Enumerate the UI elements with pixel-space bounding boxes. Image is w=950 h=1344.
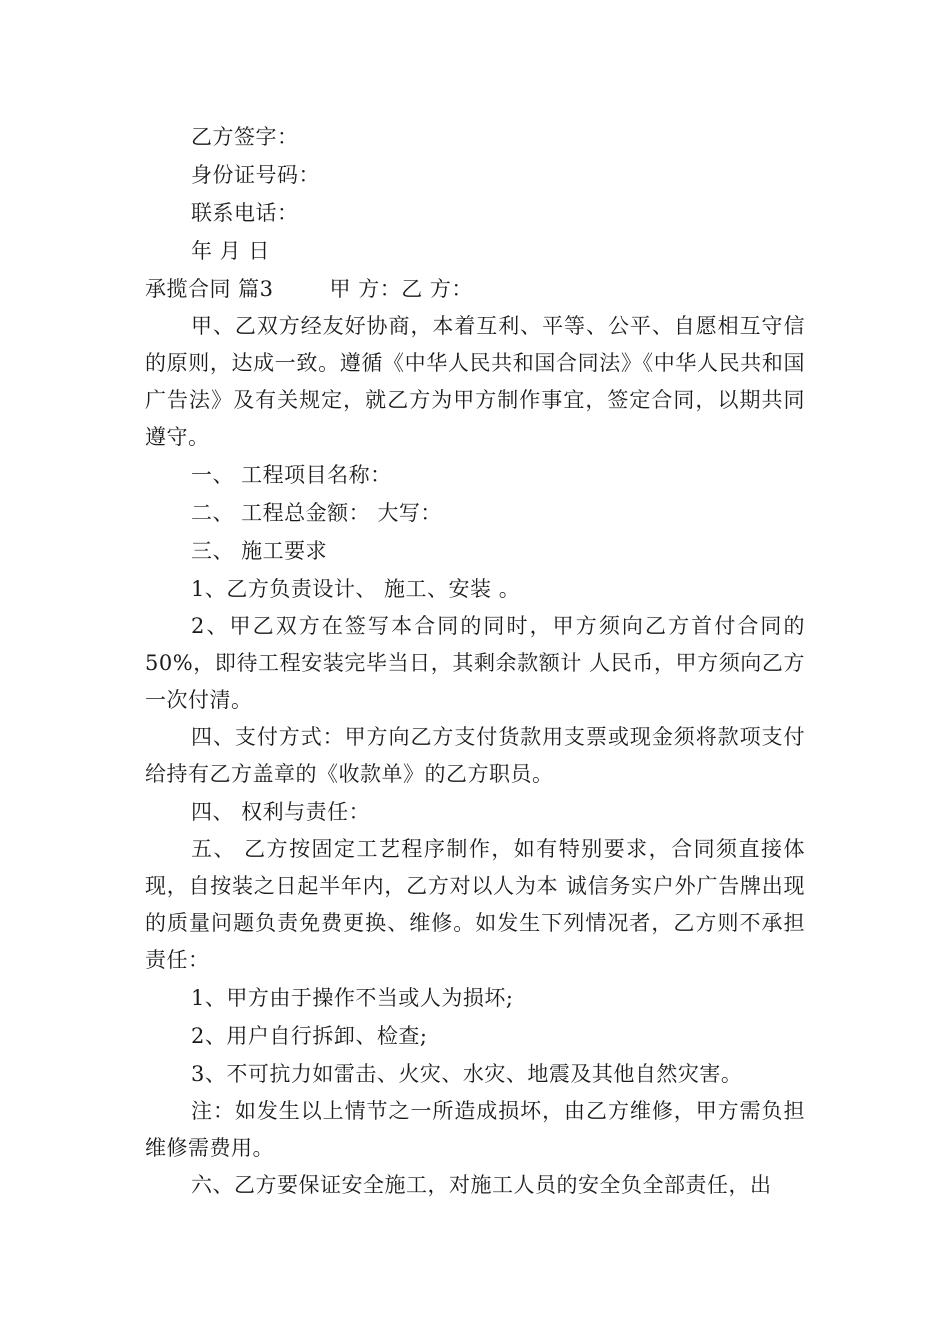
clause-construction-requirements: 三、 施工要求 — [191, 539, 328, 563]
document-body — [145, 118, 805, 1204]
clause-requirement-2: 2、甲乙双方在签写本合同的同时，甲方须向乙方首付合同的50%，即待工程安装完毕当日，其剩余款额计 人民币，甲方须向乙方一次付清。 — [145, 614, 805, 712]
clause-requirement-1: 1、乙方负责设计、 施工、安装 。 — [191, 577, 521, 601]
clause-six: 六、乙方要保证安全施工，对施工人员的安全负全部责任，出 — [191, 1173, 772, 1197]
id-number-line: 身份证号码： — [191, 163, 320, 187]
note-paragraph: 注：如发生以上情节之一所造成损坏，由乙方维修，甲方需负担维修需费用。 — [145, 1099, 805, 1160]
clause-five: 五、 乙方按固定工艺程序制作，如有特别要求，合同须直接体现，自按装之日起半年内，乙方对以人为本 诚信务实户外广告牌出现的质量问题负责免费更换、维修。如发生下列情况者，乙方则不承担责任： — [145, 837, 805, 972]
contract-heading — [145, 270, 805, 308]
exemption-item-1: 1、甲方由于操作不当或人为损坏; — [191, 986, 514, 1010]
clause-rights-responsibilities: 四、 权利与责任： — [191, 800, 371, 824]
intro-paragraph: 甲、乙双方经友好协商，本着互利、平等、公平、自愿相互守信的原则，达成一致。遵循《中华人民共和国合同法》《中华人民共和国广告法》及有关规定，就乙方为甲方制作事宜，签定合同，以期共同遵守。 — [145, 314, 805, 449]
date-line: 年 月 日 — [191, 239, 270, 263]
clause-payment-method: 四、支付方式：甲方向乙方支付货款用支票或现金须将款项支付给持有乙方盖章的《收款单》的乙方职员。 — [145, 725, 805, 786]
clause-project-name: 一、 工程项目名称： — [191, 463, 392, 487]
contract-parties: 甲 方：乙 方： — [329, 277, 473, 301]
contract-title: 承揽合同 篇3 — [145, 277, 274, 301]
phone-line: 联系电话： — [191, 201, 299, 225]
exemption-item-3: 3、不可抗力如雷击、火灾、水灾、地震及其他自然灾害。 — [191, 1062, 743, 1086]
party-b-signature-line: 乙方签字： — [191, 125, 299, 149]
exemption-item-2: 2、用户自行拆卸、检查; — [191, 1024, 428, 1048]
clause-total-amount: 二、 工程总金额： 大写： — [191, 501, 442, 525]
